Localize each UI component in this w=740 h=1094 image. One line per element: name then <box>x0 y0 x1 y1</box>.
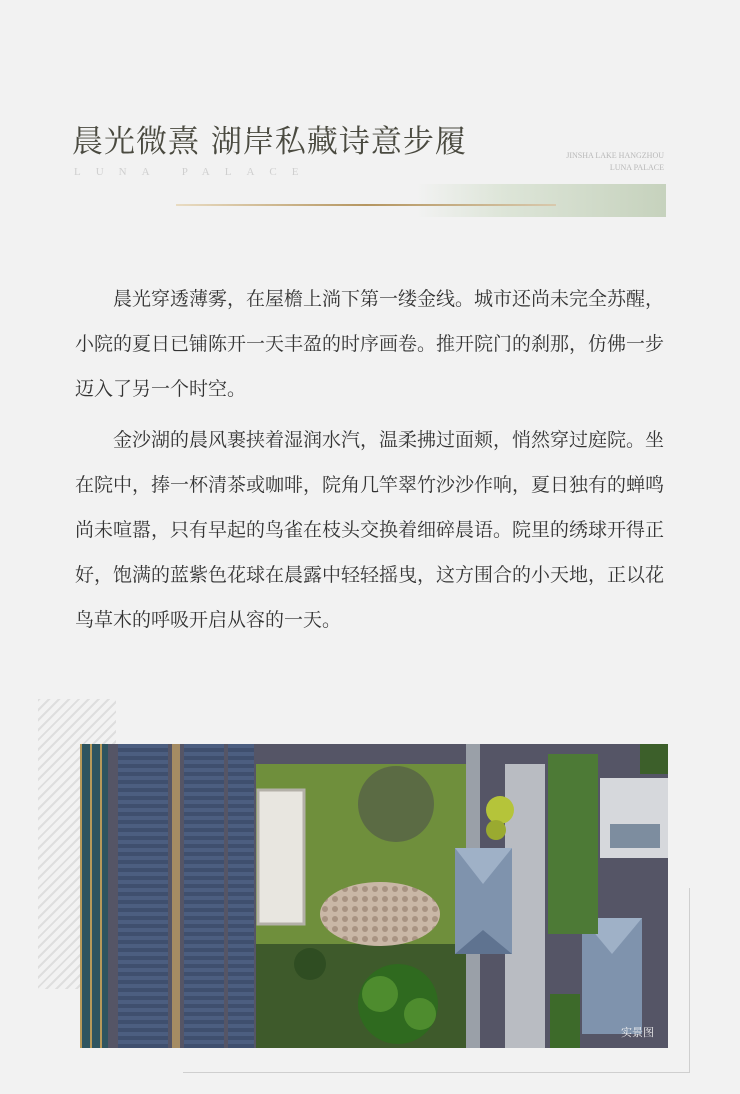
body-paragraph-2: 金沙湖的晨风裹挟着湿润水汽，温柔拂过面颊，悄然穿过庭院。坐在院中，捧一杯清茶或咖啡，院角几竿翠竹沙沙作响，夏日独有的蝉鸣尚未喧嚣，只有早起的鸟雀在枝头交换着细碎晨语。院里的绣球开得正好，饱满的蓝紫色花球在晨露中轻轻摇曳，这方围合的小天地，正以花鸟草木的呼吸开启从容的一天。 <box>75 429 665 631</box>
courtyard-illustration <box>80 744 668 1048</box>
brand-mark <box>566 150 664 174</box>
brand-line-2: LUNA PALACE <box>609 163 664 172</box>
brand-line-1: JINSHA LAKE HANGZHOU <box>566 151 664 160</box>
page-subtitle: LUNA PALACE <box>74 166 314 178</box>
photo-label: 实景图 <box>621 1026 654 1039</box>
page-title: 晨光微熹 湖岸私藏诗意步履 <box>72 124 467 160</box>
decorative-green-band <box>416 184 666 217</box>
body-paragraph-1: 晨光穿透薄雾，在屋檐上淌下第一缕金线。城市还尚未完全苏醒，小院的夏日已铺陈开一天丰盈的时序画卷。推开院门的刹那，仿佛一步迈入了另一个时空。 <box>75 288 665 400</box>
courtyard-aerial-photo <box>80 744 668 1048</box>
gold-divider <box>176 204 556 206</box>
